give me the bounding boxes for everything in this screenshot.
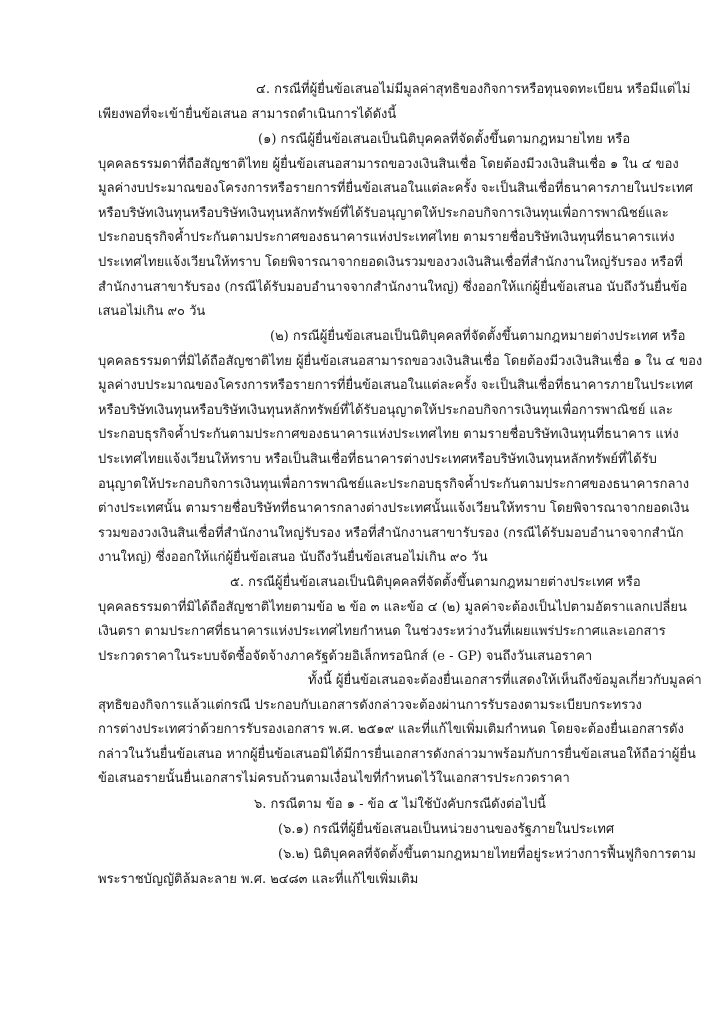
- text-line: (๖.๒) นิติบุคคลที่จัดตั้งขึ้นตามกฎหมายไทยที่อยู่ระหว่างการฟื้นฟูกิจการตาม: [278, 847, 696, 862]
- paragraph-5: [98, 571, 687, 669]
- paragraph-6: [98, 793, 638, 818]
- text-line: ๔. กรณีที่ผู้ยื่นข้อเสนอไม่มีมูลค่าสุทธิของกิจการหรือทุนจดทะเบียน หรือมีแต่ไม่: [256, 82, 691, 97]
- text-line: ข้อเสนอรายนั้นยื่นเอกสารไม่ครบถ้วนตามเงื่อนไขที่กำหนดไว้ในเอกสารประกวดราคา: [98, 771, 570, 787]
- paragraph-4-2: [98, 325, 703, 571]
- text-line: ประกอบธุรกิจค้ำประกันตามประกาศของธนาคารแห่งประเทศไทย ตามรายชื่อบริษัทเงินทุนที่ธนาคาร แห่ง: [98, 427, 679, 443]
- text-line: หรือบริษัทเงินทุนหรือบริษัทเงินทุนหลักทรัพย์ที่ได้รับอนุญาตให้ประกอบกิจการเงินทุนเพื่อการพาณิชย์และ: [98, 205, 669, 221]
- paragraph-6-2: [98, 843, 696, 892]
- text-line: พระราชบัญญัติล้มละลาย พ.ศ. ๒๔๘๓ และที่แก้ไขเพิ่มเติม: [98, 871, 419, 887]
- text-line: ประเทศไทยแจ้งเวียนให้ทราบ โดยพิจารณาจากยอดเงินรวมของวงเงินสินเชื่อที่สำนักงานใหญ่รับรอง หรือที่: [98, 254, 683, 270]
- text-line: บุคคลธรรมดาที่มิได้ถือสัญชาติไทย ผู้ยื่นข้อเสนอสามารถขอวงเงินสินเชื่อ โดยต้องมีวงเงินสินเชื่อ ๑ ใน ๔ ของ: [98, 353, 703, 369]
- text-line: ประเทศไทยแจ้งเวียนให้ทราบ หรือเป็นสินเชื่อที่ธนาคารต่างประเทศหรือบริษัทเงินทุนหลักทรัพย์ที่ได้รับ: [98, 451, 657, 467]
- text-line: (๒) กรณีผู้ยื่นข้อเสนอเป็นนิติบุคคลที่จัดตั้งขึ้นตามกฎหมายต่างประเทศ หรือ: [270, 329, 686, 344]
- text-line: มูลค่างบประมาณของโครงการหรือรายการที่ยื่นข้อเสนอในแต่ละครั้ง จะเป็นสินเชื่อที่ธนาคารภายในประเทศ: [98, 378, 693, 394]
- text-line: อนุญาตให้ประกอบกิจการเงินทุนเพื่อการพาณิชย์และประกอบธุรกิจค้ำประกันตามประกาศของธนาคารกลาง: [98, 476, 690, 492]
- paragraph-6-1: [98, 818, 638, 843]
- paragraph-4-1: [98, 128, 693, 325]
- text-line: รวมของวงเงินสินเชื่อที่สำนักงานใหญ่รับรอง หรือที่สำนักงานสาขารับรอง (กรณีได้รับมอบอำนาจจากสำนัก: [98, 525, 684, 541]
- text-line: เสนอไม่เกิน ๙๐ วัน: [98, 304, 206, 320]
- paragraph-5-note: [98, 669, 702, 792]
- text-line: หรือบริษัทเงินทุนหรือบริษัทเงินทุนหลักทรัพย์ที่ได้รับอนุญาตให้ประกอบกิจการเงินทุนเพื่อการพาณิชย์ และ: [98, 402, 673, 418]
- text-line: มูลค่างบประมาณของโครงการหรือรายการที่ยื่นข้อเสนอในแต่ละครั้ง จะเป็นสินเชื่อที่ธนาคารภายในประเทศ: [98, 181, 693, 197]
- text-line: ทั้งนี้ ผู้ยื่นข้อเสนอจะต้องยื่นเอกสารที่แสดงให้เห็นถึงข้อมูลเกี่ยวกับมูลค่า: [308, 673, 702, 688]
- text-line: ๖. กรณีตาม ข้อ ๑ - ข้อ ๕ ไม่ใช้บังคับกรณีดังต่อไปนี้: [254, 797, 546, 812]
- text-line: สำนักงานสาขารับรอง (กรณีได้รับมอบอำนาจจากสำนักงานใหญ่) ซึ่งออกให้แก่ผู้ยื่นข้อเสนอ นับถึงวันยื่นข้อ: [98, 279, 688, 295]
- text-line: งานใหญ่) ซึ่งออกให้แก่ผู้ยื่นข้อเสนอ นับถึงวันยื่นข้อเสนอไม่เกิน ๙๐ วัน: [98, 550, 488, 566]
- text-line: สุทธิของกิจการแล้วแต่กรณี ประกอบกับเอกสารดังกล่าวจะต้องผ่านการรับรองตามระเบียบกระทรวง: [98, 697, 642, 713]
- text-line: ต่างประเทศนั้น ตามรายชื่อบริษัทที่ธนาคารกลางต่างประเทศนั้นแจ้งเวียนให้ทราบ โดยพิจารณาจากยอดเงิน: [98, 501, 690, 517]
- text-line: ประกวดราคาในระบบจัดซื้อจัดจ้างภาครัฐด้วยอิเล็กทรอนิกส์ (e - GP) จนถึงวันเสนอราคา: [98, 648, 593, 664]
- text-line: บุคคลธรรมดาที่ถือสัญชาติไทย ผู้ยื่นข้อเสนอสามารถขอวงเงินสินเชื่อ โดยต้องมีวงเงินสินเชื่อ ๑ ใน ๔ ของ: [98, 156, 679, 172]
- text-line: ๕. กรณีผู้ยื่นข้อเสนอเป็นนิติบุคคลที่จัดตั้งขึ้นตามกฎหมายต่างประเทศ หรือ: [230, 575, 641, 590]
- text-line: บุคคลธรรมดาที่มิได้ถือสัญชาติไทยตามข้อ ๒ ข้อ ๓ และข้อ ๔ (๒) มูลค่าจะต้องเป็นไปตามอัตราแลกเปลี่ยน: [98, 599, 687, 615]
- text-line: (๖.๑) กรณีที่ผู้ยื่นข้อเสนอเป็นหน่วยงานของรัฐภายในประเทศ: [278, 822, 615, 837]
- text-line: ประกอบธุรกิจค้ำประกันตามประกาศของธนาคารแห่งประเทศไทย ตามรายชื่อบริษัทเงินทุนที่ธนาคารแห่ง: [98, 230, 675, 246]
- text-line: (๑) กรณีผู้ยื่นข้อเสนอเป็นนิติบุคคลที่จัดตั้งขึ้นตามกฎหมายไทย หรือ: [258, 132, 631, 147]
- text-line: กล่าวในวันยื่นข้อเสนอ หากผู้ยื่นข้อเสนอมิได้มีการยื่นเอกสารดังกล่าวมาพร้อมกับการยื่นข้อเสนอให้ถือว่าผู้ยื่น: [98, 746, 696, 762]
- text-line: เงินตรา ตามประกาศที่ธนาคารแห่งประเทศไทยกำหนด ในช่วงระหว่างวันที่เผยแพร่ประกาศและเอกสาร: [98, 624, 666, 640]
- paragraph-4: [98, 78, 691, 127]
- text-line: การต่างประเทศว่าด้วยการรับรองเอกสาร พ.ศ. ๒๕๑๙ และที่แก้ไขเพิ่มเติมกำหนด โดยจะต้องยื่นเอกสารดัง: [98, 722, 684, 738]
- text-line: เพียงพอที่จะเข้ายื่นข้อเสนอ สามารถดำเนินการได้ดังนี้: [98, 106, 397, 122]
